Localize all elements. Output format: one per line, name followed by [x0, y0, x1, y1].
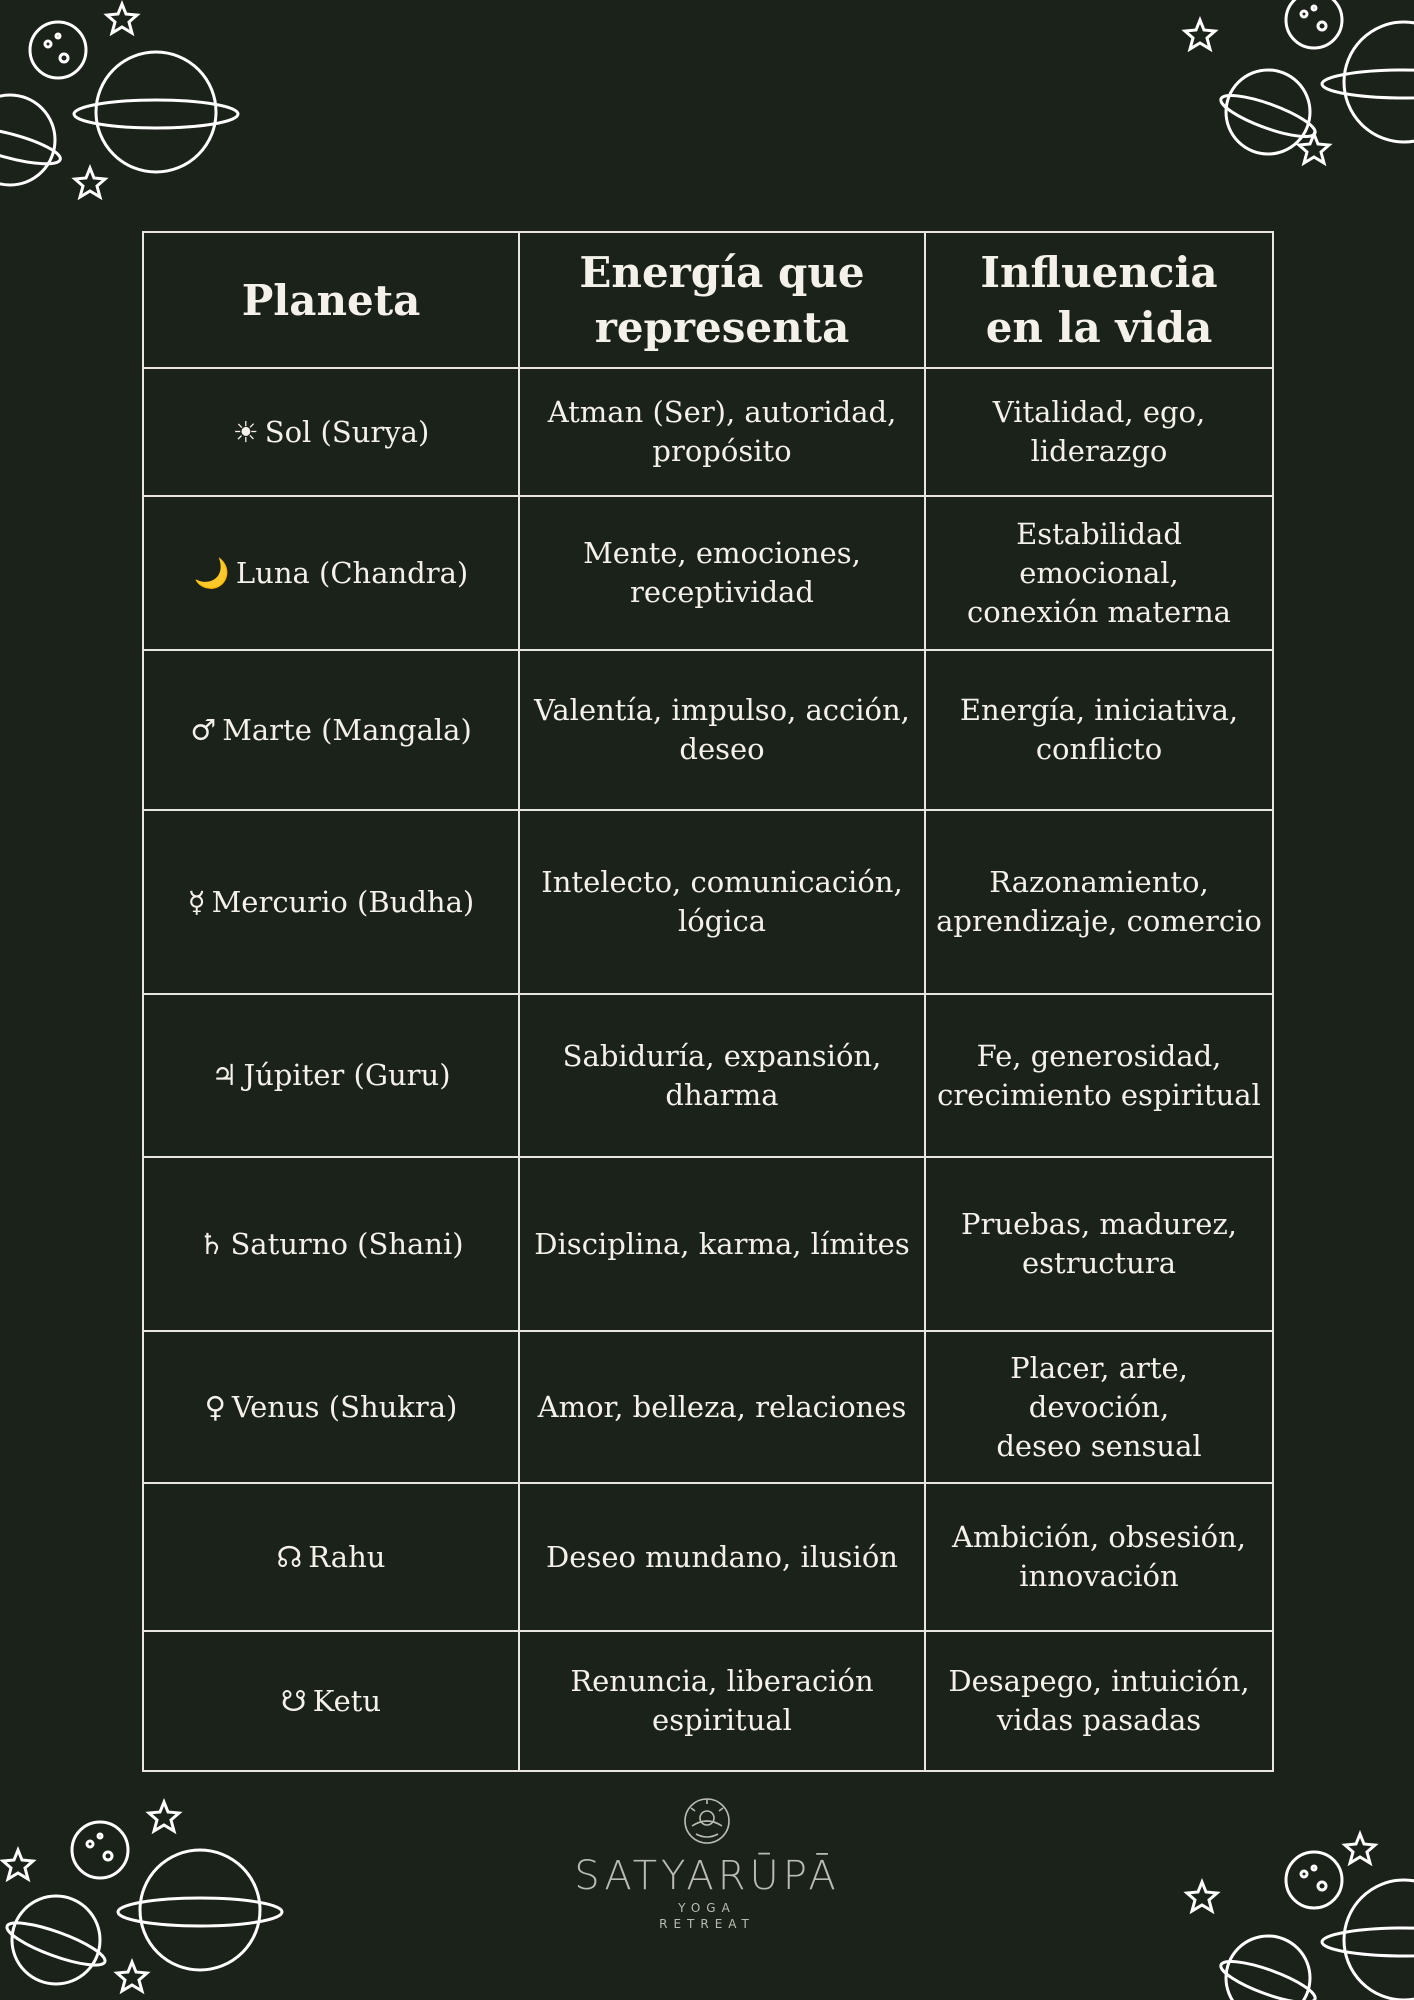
- energy-line: dharma: [665, 1077, 779, 1112]
- planet-name: Luna (Chandra): [235, 555, 469, 590]
- planet-cell: [143, 1157, 519, 1331]
- influence-line: Estabilidad emocional,: [1016, 516, 1182, 590]
- energy-line: propósito: [652, 434, 792, 468]
- jupiter-icon: ♃: [211, 1058, 238, 1092]
- influence-line: deseo sensual: [996, 1428, 1202, 1463]
- energy-line: Intelecto, comunicación,: [541, 865, 903, 899]
- planet-cell: [143, 650, 519, 810]
- sun-icon: ☀: [232, 414, 259, 449]
- planet-icon: [74, 52, 238, 172]
- influence-line: estructura: [1022, 1246, 1176, 1280]
- planet-cell: [143, 994, 519, 1157]
- energy-line: receptividad: [630, 575, 814, 609]
- header-planeta: Planeta: [143, 232, 519, 368]
- energy-cell: [519, 650, 925, 810]
- yoga-emblem-icon: [682, 1796, 732, 1846]
- header-energia: Energía que representa: [519, 232, 925, 368]
- planet-name: Rahu: [308, 1539, 386, 1574]
- planet-name: Ketu: [312, 1683, 382, 1718]
- influence-line: vidas pasadas: [996, 1703, 1202, 1737]
- logo-wordmark: SATYARŪPĀ: [574, 1853, 840, 1899]
- planet-icon: [118, 1850, 282, 1970]
- logo-line-retreat: RETREAT: [659, 1917, 755, 1931]
- planet-icon: [1217, 70, 1319, 154]
- table-row: [143, 650, 1273, 810]
- influence-cell: [925, 1631, 1273, 1771]
- energy-cell: [519, 994, 925, 1157]
- energy-line: Disciplina, karma, límites: [534, 1226, 910, 1261]
- influence-line: Energía, iniciativa,: [959, 693, 1239, 727]
- influence-line: conflicto: [1035, 732, 1163, 766]
- asteroid-icon: [30, 22, 86, 78]
- energy-cell: [519, 1157, 925, 1331]
- star-icon: [3, 1850, 33, 1879]
- energy-line: Mente, emociones,: [583, 536, 861, 570]
- influence-line: Placer, arte, devoción,: [1010, 1350, 1188, 1424]
- planet-cell: [143, 368, 519, 496]
- influence-line: innovación: [1019, 1559, 1179, 1593]
- table-row: [143, 1483, 1273, 1631]
- influence-line: Desapego, intuición,: [948, 1664, 1250, 1698]
- influence-line: crecimiento espiritual: [937, 1077, 1261, 1112]
- moon-icon: 🌙: [193, 555, 230, 590]
- planet-name: Sol (Surya): [264, 414, 430, 449]
- energy-cell: [519, 810, 925, 994]
- planet-icon: [0, 95, 63, 185]
- star-icon: [1299, 134, 1329, 163]
- table-row: [143, 1157, 1273, 1331]
- saturn-icon: ♄: [198, 1226, 225, 1261]
- planets-table: [142, 231, 1274, 1772]
- energy-line: Valentía, impulso, acción,: [534, 693, 910, 727]
- bottom-left-decoration: [0, 1790, 300, 2000]
- influence-line: aprendizaje, comercio: [936, 904, 1262, 938]
- planet-cell: [143, 1331, 519, 1483]
- influence-line: Pruebas, madurez,: [961, 1207, 1237, 1241]
- influence-cell: [925, 994, 1273, 1157]
- energy-line: lógica: [677, 904, 767, 938]
- influence-line: Vitalidad, ego,: [992, 395, 1206, 429]
- energy-cell: [519, 368, 925, 496]
- energy-cell: [519, 496, 925, 650]
- energy-cell: [519, 1331, 925, 1483]
- planet-cell: [143, 810, 519, 994]
- energy-cell: [519, 1483, 925, 1631]
- ketu-node-icon: ☋: [280, 1683, 307, 1718]
- planet-name: Júpiter (Guru): [243, 1058, 451, 1092]
- star-icon: [117, 1962, 147, 1991]
- influence-line: Fe, generosidad,: [976, 1038, 1222, 1073]
- planet-cell: [143, 1483, 519, 1631]
- planet-name: Venus (Shukra): [231, 1389, 458, 1424]
- energy-line: Renuncia, liberación: [570, 1664, 874, 1698]
- rahu-node-icon: ☊: [276, 1539, 303, 1574]
- star-icon: [107, 4, 137, 33]
- planet-cell: [143, 1631, 519, 1771]
- planet-icon: [1322, 22, 1414, 142]
- table-row: [143, 368, 1273, 496]
- star-icon: [75, 168, 105, 197]
- planet-icon: [3, 1896, 109, 1984]
- satyarupa-logo: [557, 1796, 857, 1936]
- energy-line: Sabiduría, expansión,: [562, 1038, 882, 1073]
- influence-line: Razonamiento,: [989, 865, 1209, 899]
- venus-icon: ♀: [204, 1389, 226, 1424]
- energy-line: Atman (Ser), autoridad,: [547, 395, 897, 429]
- energy-line: deseo: [679, 732, 765, 766]
- influence-line: Ambición, obsesión,: [952, 1520, 1246, 1554]
- top-left-decoration: [0, 0, 250, 210]
- energy-line: Amor, belleza, relaciones: [537, 1389, 907, 1424]
- influence-cell: [925, 1483, 1273, 1631]
- star-icon: [1187, 1882, 1217, 1911]
- planet-cell: [143, 496, 519, 650]
- table-header-row: [143, 232, 1273, 368]
- table-row: [143, 994, 1273, 1157]
- asteroid-icon: [1286, 1852, 1342, 1908]
- planet-icon: [1217, 1936, 1319, 2000]
- planet-name: Mercurio (Budha): [211, 884, 475, 919]
- star-icon: [149, 1802, 179, 1831]
- table-row: [143, 1631, 1273, 1771]
- table-row: [143, 496, 1273, 650]
- influence-cell: [925, 368, 1273, 496]
- influence-cell: [925, 1331, 1273, 1483]
- bottom-right-decoration: [1164, 1830, 1414, 2000]
- asteroid-icon: [72, 1822, 128, 1878]
- influence-cell: [925, 496, 1273, 650]
- star-icon: [1185, 20, 1215, 49]
- energy-line: Deseo mundano, ilusión: [546, 1539, 898, 1574]
- influence-line: conexión materna: [967, 594, 1231, 629]
- header-influencia: Influencia en la vida: [925, 232, 1273, 368]
- logo-line-yoga: YOGA: [678, 1901, 736, 1915]
- top-right-decoration: [1164, 0, 1414, 180]
- planet-name: Marte (Mangala): [222, 712, 472, 747]
- mars-icon: ♂: [190, 712, 217, 747]
- influence-line: liderazgo: [1030, 434, 1168, 468]
- table-row: [143, 1331, 1273, 1483]
- mercury-icon: ☿: [187, 884, 206, 919]
- planet-name: Saturno (Shani): [230, 1226, 464, 1261]
- asteroid-icon: [1286, 0, 1342, 48]
- influence-cell: [925, 650, 1273, 810]
- influence-cell: [925, 810, 1273, 994]
- energy-cell: [519, 1631, 925, 1771]
- table-row: [143, 810, 1273, 994]
- influence-cell: [925, 1157, 1273, 1331]
- star-icon: [1345, 1834, 1375, 1863]
- energy-line: espiritual: [652, 1703, 792, 1737]
